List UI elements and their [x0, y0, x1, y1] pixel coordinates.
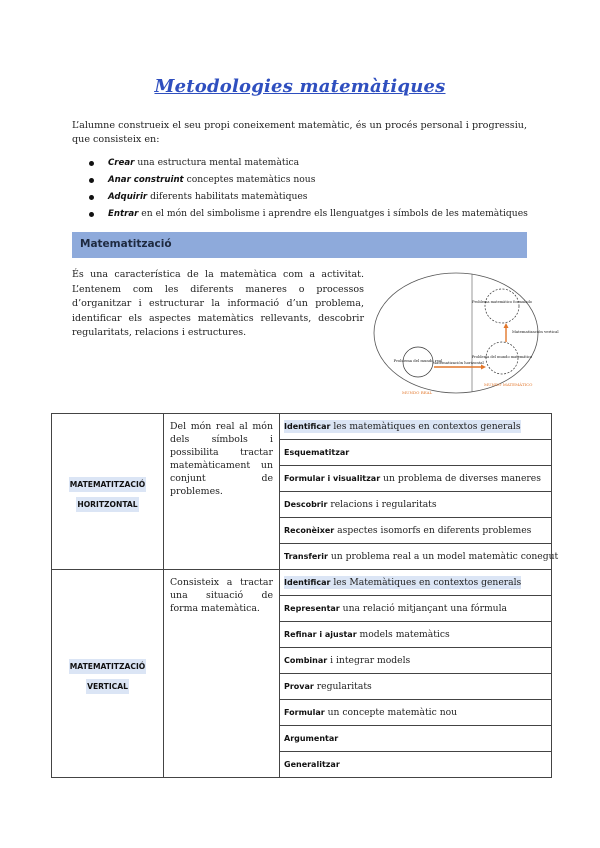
bullet-keyword: Crear	[108, 158, 135, 168]
action-cell	[280, 596, 552, 622]
action-keyword: Identificar	[284, 578, 331, 587]
action-keyword: Representar	[284, 604, 340, 613]
action-text: una relació mitjançant una fórmula	[339, 603, 508, 614]
action-cell	[280, 440, 552, 466]
label-line: VERTICAL	[86, 679, 129, 694]
action-keyword: Reconèixer	[284, 526, 335, 535]
mundo-matematico-label: MUNDO MATEMÁTICO	[484, 382, 533, 387]
bullet-keyword: Entrar	[108, 209, 139, 219]
bullet-text: diferents habilitats matemàtiques	[147, 191, 308, 202]
action-cell	[280, 648, 552, 674]
action-keyword: Formular i visualitzar	[284, 474, 381, 483]
action-cell	[280, 622, 552, 648]
section-heading: Matematització	[80, 238, 172, 250]
bullet-keyword: Adquirir	[108, 192, 148, 202]
node-top-text: Problema matemàtico formulado	[472, 300, 532, 304]
node-top-circle	[485, 289, 519, 323]
action-text: models matemàtics	[356, 629, 450, 640]
list-item	[72, 189, 532, 206]
bullet-list	[72, 155, 532, 223]
highlighted-action	[284, 420, 521, 433]
list-item	[72, 206, 532, 223]
table-row	[52, 570, 552, 596]
action-keyword: Refinar i ajustar	[284, 630, 357, 639]
bullet-dot	[89, 178, 94, 183]
action-text: les matemàtiques en contextos generals	[330, 421, 521, 432]
action-text: les Matemàtiques en contextos generals	[330, 577, 522, 588]
bullet-dot	[89, 195, 94, 200]
section-heading-bar	[72, 232, 527, 258]
description-horizontal: Del món real al món dels símbols i possibilita tractar matemàticament un conjunt de problemes.	[164, 414, 280, 570]
bullet-text: en el món del simbolisme i aprendre els llenguatges i símbols de les matemàtiques	[138, 208, 528, 219]
action-keyword: Combinar	[284, 656, 328, 665]
node-left-text: Problema del mundo real	[393, 358, 443, 363]
action-keyword: Esquematitzar	[284, 448, 350, 457]
action-text: aspectes isomorfs en diferents problemes	[334, 525, 532, 536]
action-keyword: Provar	[284, 682, 314, 691]
list-item	[72, 172, 532, 189]
action-cell	[280, 674, 552, 700]
action-cell	[280, 466, 552, 492]
action-cell	[280, 700, 552, 726]
row-label-horizontal	[52, 414, 164, 570]
bullet-text: una estructura mental matemàtica	[134, 157, 300, 168]
section-paragraph: És una característica de la matemàtica com a activitat. L’entenem com les diferents maneres o processos d’organitzar i estructurar la informació d’un problema, identificar els aspectes matemàtics rellevants, descobrir regularitats, relacions i estructures.	[72, 269, 364, 338]
action-cell	[280, 492, 552, 518]
action-cell	[280, 570, 552, 596]
arrow-label: Matematización horizontal	[432, 360, 484, 365]
horizontal-arrow-head	[481, 365, 486, 370]
action-text: un concepte matemàtic nou	[324, 707, 458, 718]
mathematization-table	[51, 413, 559, 778]
action-cell	[280, 726, 552, 752]
action-text: i integrar models	[327, 655, 411, 666]
action-keyword: Transferir	[284, 552, 328, 561]
action-cell	[280, 414, 552, 440]
bullet-dot	[89, 212, 94, 217]
bullet-text: conceptes matemàtics nous	[183, 174, 316, 185]
action-text: relacions i regularitats	[327, 499, 437, 510]
label-line: MATEMATITZACIÓ	[69, 477, 146, 492]
list-item	[72, 155, 532, 172]
action-keyword: Argumentar	[284, 734, 339, 743]
action-keyword: Identificar	[284, 422, 331, 431]
description-vertical: Consisteix a tractar una situació de forma matemàtica.	[164, 570, 280, 778]
action-text: un problema real a un model matemàtic conegut	[327, 551, 559, 562]
page-title: Metodologies matemàtiques	[154, 76, 446, 97]
vertical-arrow-head	[504, 323, 509, 328]
mathematization-diagram	[372, 270, 559, 398]
row-label-vertical	[52, 570, 164, 778]
action-keyword: Descobrir	[284, 500, 328, 509]
action-text: regularitats	[313, 681, 372, 692]
bullet-keyword: Anar construint	[108, 175, 184, 185]
action-text: un problema de diverses maneres	[380, 473, 541, 484]
action-keyword: Formular	[284, 708, 325, 717]
mundo-real-label: MUNDO REAL	[402, 390, 433, 395]
label-line: HORITZONTAL	[76, 497, 138, 512]
action-keyword: Generalitzar	[284, 760, 340, 769]
action-cell	[280, 752, 552, 778]
bullet-dot	[89, 161, 94, 166]
intro-paragraph: L’alumne construeix el seu propi coneixement matemàtic, és un procés personal i progressiu, que consisteix en:	[72, 120, 527, 145]
action-cell	[280, 518, 552, 544]
table-row	[52, 414, 552, 440]
highlighted-action	[284, 576, 521, 589]
label-line: MATEMATITZACIÓ	[69, 659, 146, 674]
vertical-label: Matematización vertical	[512, 329, 559, 334]
action-cell	[280, 544, 559, 570]
node-mid-text: Problema del mundo matemático	[471, 355, 533, 359]
